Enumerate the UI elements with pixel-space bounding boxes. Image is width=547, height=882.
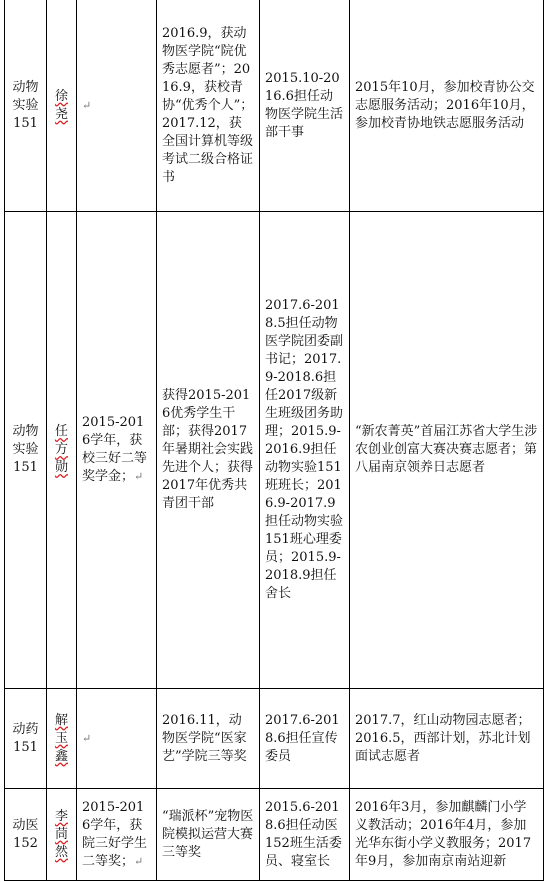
class-cell: 动物实验151	[5, 0, 47, 212]
positions-cell: 2015.10-2016.6担任动物医学院生活部干事	[260, 0, 350, 212]
paragraph-mark-icon: ↵	[82, 98, 92, 112]
honors-cell: 获得2015-2016优秀学生干部；获得2017年暑期社会实践先进个人；获得2017年优秀共青团干部	[157, 212, 260, 689]
positions-cell: 2017.6-2018.6担任宣传委员	[260, 689, 350, 789]
scholarship-cell: 2015-2016学年，获校三好二等奖学金；↵	[77, 212, 157, 689]
honors-cell: 2016.11，动物医学院“医家艺”学院三等奖	[157, 689, 260, 789]
student-name: 解玉鑫	[54, 712, 68, 764]
student-name: 任方勋	[54, 424, 68, 475]
table-row	[5, 0, 544, 212]
positions-cell: 2017.6-2018.5担任动物医学院团委副书记；2017.9-2018.6担任2017级新生班级团务助理；2015.9-2016.9担任动物实验151班班长；2016.9-2017.9担任动物实验151班心理委员；2015.9-2018.9担任舍长	[260, 212, 350, 689]
volunteer-cell: 2015年10月，参加校青协公交志愿服务活动；2016年10月，参加校青协地铁志愿服务活动	[350, 0, 544, 212]
paragraph-mark-icon: ↵	[82, 731, 92, 745]
positions-cell: 2015.6-2018.6担任动医152班生活委员、寝室长	[260, 789, 350, 881]
class-cell: 动药151	[5, 689, 47, 789]
table-row	[5, 212, 544, 689]
class-cell: 动物实验151	[5, 212, 47, 689]
name-cell	[47, 0, 77, 212]
student-name: 徐尧	[54, 88, 68, 122]
volunteer-cell: “新农菁英”首届江苏省大学生涉农创业创富大赛决赛志愿者；第八届南京领养日志愿者	[350, 212, 544, 689]
scholarship-cell	[77, 689, 157, 789]
paragraph-mark-icon: ↵	[134, 470, 144, 483]
scholarship-cell: 2015-2016学年，获院三好学生二等奖；↵	[77, 789, 157, 881]
paragraph-mark-icon: ↵	[134, 854, 144, 868]
name-cell	[47, 789, 77, 881]
honors-cell: “瑞派杯”宠物医院模拟运营大赛三等奖	[157, 789, 260, 881]
honors-cell: 2016.9，获动物医学院“院优秀志愿者”；2016.9，获校青协“优秀个人”；2017.12，获全国计算机等级考试二级合格证书	[157, 0, 260, 212]
scholarship-cell	[77, 0, 157, 212]
name-cell	[47, 212, 77, 689]
class-cell: 动医152	[5, 789, 47, 881]
table-row	[5, 789, 544, 881]
student-records-table	[4, 0, 544, 881]
student-name: 李茼然	[54, 808, 68, 860]
volunteer-cell: 2017.7，红山动物园志愿者；2016.5，西部计划，苏北计划面试志愿者	[350, 689, 544, 789]
name-cell	[47, 689, 77, 789]
volunteer-cell: 2016年3月，参加麒麟门小学义教活动；2016年4月，参加光华东街小学义教服务；2017年9月，参加南京南站迎新	[350, 789, 544, 881]
table-row	[5, 689, 544, 789]
